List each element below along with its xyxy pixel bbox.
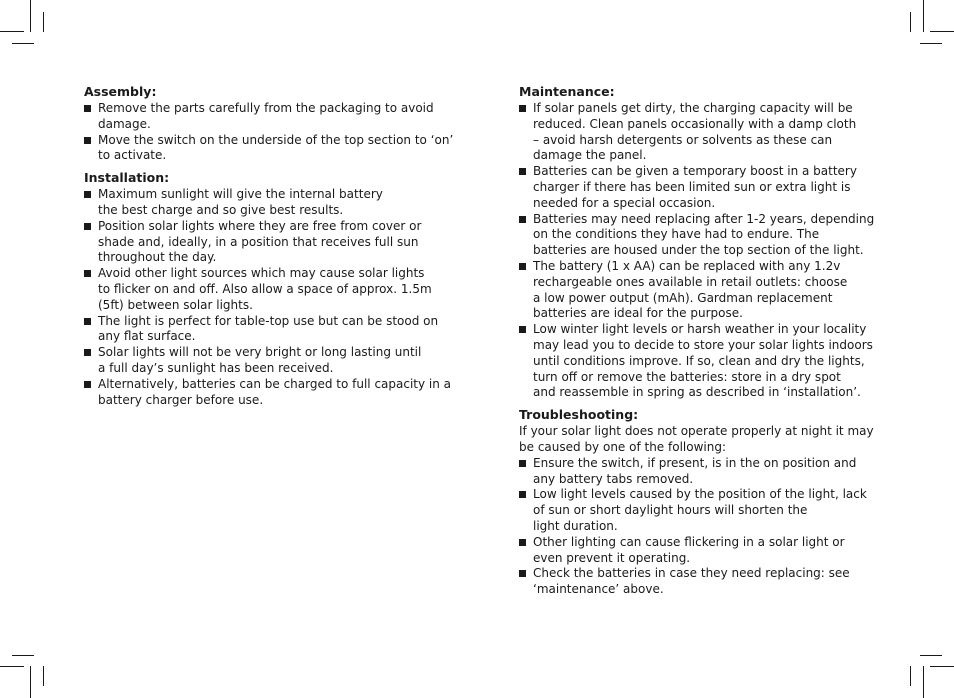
bullet-square-icon <box>84 105 91 112</box>
list-item <box>519 259 875 322</box>
right-column <box>519 84 875 604</box>
troubleshooting-intro: If your solar light does not operate properly at night it may be caused by one of the following: <box>519 424 874 454</box>
list-item <box>84 266 456 313</box>
list-item <box>519 456 875 488</box>
crop-mark <box>12 43 34 44</box>
crop-mark <box>910 12 911 32</box>
list-item-text: Alternatively, batteries can be charged to full capacity in a battery charger before use. <box>98 376 452 407</box>
list-item-text: Batteries can be given a temporary boost in a battery charger if there has been limited sun or extra light is needed for a special occasion. <box>533 164 857 210</box>
list-item-text: Maximum sunlight will give the internal battery the best charge and so give best results. <box>98 187 383 217</box>
assembly-heading: Assembly: <box>84 84 157 99</box>
crop-mark <box>43 666 44 686</box>
installation-heading: Installation: <box>84 170 170 186</box>
bullet-square-icon <box>84 223 91 230</box>
crop-mark <box>30 666 31 698</box>
list-item-text: The light is perfect for table-top use but can be stood on any flat surface. <box>98 313 439 344</box>
list-item-text: The battery (1 x AA) can be replaced with any 1.2v rechargeable ones available in retail outlets: choose a low power output (mAh). Gardman replacement batteries are ideal for the purpose. <box>533 258 848 321</box>
crop-mark <box>920 43 942 44</box>
list-item <box>519 535 875 567</box>
bullet-square-icon <box>519 105 526 112</box>
list-item <box>519 164 875 211</box>
list-item-text: Low light levels caused by the position of the light, lack of sun or short daylight hours will shorten the light duration. <box>533 487 867 533</box>
list-item <box>84 377 456 409</box>
maintenance-heading: Maintenance: <box>519 84 615 99</box>
maintenance-list <box>519 101 875 401</box>
crop-mark <box>910 666 911 686</box>
list-item <box>84 133 456 165</box>
bullet-square-icon <box>84 349 91 356</box>
assembly-section <box>84 84 456 164</box>
assembly-list <box>84 101 456 164</box>
list-item <box>84 187 456 219</box>
crop-mark <box>0 666 24 667</box>
bullet-square-icon <box>519 326 526 333</box>
list-item-text: If solar panels get dirty, the charging capacity will be reduced. Clean panels occasionally with a damp cloth – avoid harsh detergents or solvents as these can damage the panel. <box>533 101 857 163</box>
list-item <box>84 101 456 133</box>
crop-mark <box>0 31 24 32</box>
bullet-square-icon <box>519 570 526 577</box>
list-item <box>519 566 875 598</box>
troubleshooting-section <box>519 407 875 598</box>
bullet-square-icon <box>84 381 91 388</box>
list-item-text: Low winter light levels or harsh weather in your locality may lead you to decide to store your solar lights indoors until conditions improve. If so, clean and dry the lights, turn off or remove the batteries: store in a dry spot and reassemble in spring as described in ‘installation’. <box>533 322 873 400</box>
crop-mark <box>923 0 924 32</box>
bullet-square-icon <box>519 216 526 223</box>
bullet-square-icon <box>519 168 526 175</box>
list-item <box>84 219 456 266</box>
list-item <box>84 345 456 377</box>
list-item-text: Move the switch on the underside of the top section to ‘on’ to activate. <box>98 132 454 163</box>
bullet-square-icon <box>84 191 91 198</box>
crop-mark <box>920 655 942 656</box>
list-item-text: Solar lights will not be very bright or long lasting until a full day’s sunlight has been received. <box>98 345 422 375</box>
bullet-square-icon <box>519 460 526 467</box>
bullet-square-icon <box>519 263 526 270</box>
list-item <box>84 314 456 346</box>
crop-mark <box>930 31 954 32</box>
bullet-square-icon <box>519 491 526 498</box>
crop-mark <box>30 0 31 32</box>
list-item-text: Ensure the switch, if present, is in the on position and any battery tabs removed. <box>533 455 857 486</box>
installation-section <box>84 170 456 408</box>
list-item <box>519 212 875 259</box>
left-column <box>84 84 456 414</box>
list-item <box>519 487 875 534</box>
bullet-square-icon <box>519 539 526 546</box>
list-item-text: Position solar lights where they are free from cover or shade and, ideally, in a position that receives full sun throughout the day. <box>98 218 422 265</box>
troubleshooting-list <box>519 456 875 598</box>
crop-mark <box>923 666 924 698</box>
list-item-text: Other lighting can cause flickering in a solar light or even prevent it operating. <box>533 534 845 565</box>
list-item-text: Check the batteries in case they need replacing: see ‘maintenance’ above. <box>533 566 850 597</box>
bullet-square-icon <box>84 137 91 144</box>
installation-list <box>84 187 456 408</box>
crop-mark <box>43 12 44 32</box>
bullet-square-icon <box>84 270 91 277</box>
maintenance-section <box>519 84 875 401</box>
crop-mark <box>12 655 34 656</box>
crop-mark <box>930 666 954 667</box>
list-item-text: Avoid other light sources which may cause solar lights to flicker on and off. Also allow a space of approx. 1.5m (5ft) between solar lights. <box>98 266 432 312</box>
list-item <box>519 101 875 164</box>
list-item-text: Batteries may need replacing after 1-2 years, depending on the conditions they have had to endure. The batteries are housed under the top section of the light. <box>533 211 875 258</box>
list-item <box>519 322 875 401</box>
list-item-text: Remove the parts carefully from the packaging to avoid damage. <box>98 101 434 131</box>
bullet-square-icon <box>84 318 91 325</box>
troubleshooting-heading: Troubleshooting: <box>519 407 639 423</box>
